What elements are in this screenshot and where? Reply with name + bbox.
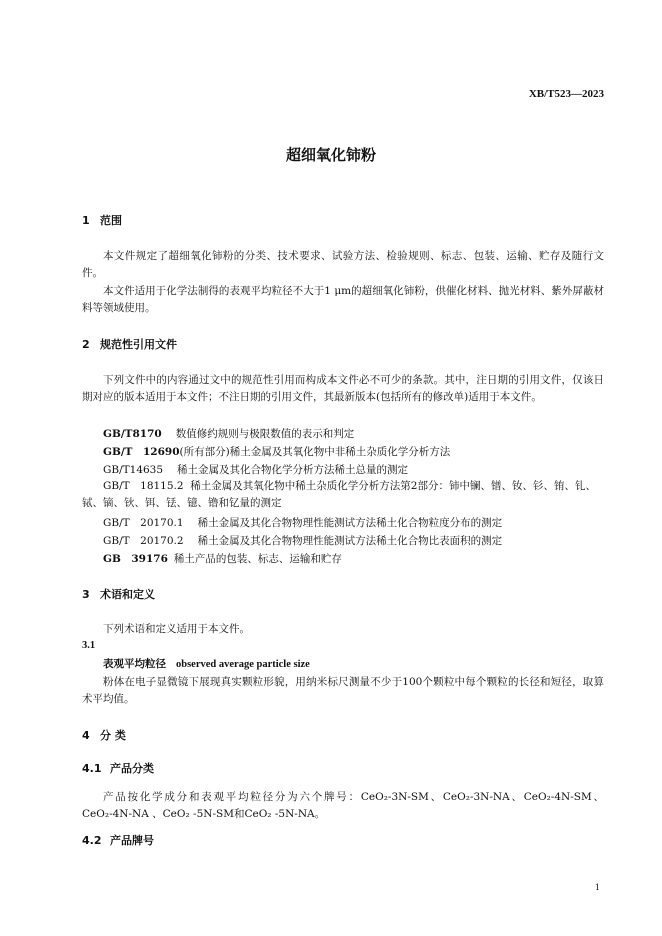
section-4-2-heading	[82, 832, 154, 848]
section-number: 3	[82, 588, 90, 601]
reference-item	[103, 533, 502, 548]
term-entry	[103, 656, 310, 671]
section-number: 4.1	[82, 762, 102, 775]
section-4-heading	[82, 727, 126, 743]
section-title: 规范性引用文件	[100, 338, 177, 351]
scope-paragraph-2: 本文件适用于化学法制得的表观平均粒径不大于1 μm的超细氧化铈粉，供催化材料、抛光材料、紫外屏蔽材料等领域使用。	[82, 285, 604, 314]
section-title: 术语和定义	[100, 588, 155, 601]
reference-item	[103, 426, 354, 441]
reference-title: 稀土金属及其化合物化学分析方法稀土总量的测定	[177, 464, 409, 476]
reference-code: GB/T8170	[103, 428, 162, 440]
section-3-heading	[82, 586, 155, 602]
reference-item	[103, 444, 450, 459]
reference-title: (所有部分)稀土金属及其氧化物中非稀土杂质化学分析方法	[179, 446, 451, 458]
section-title: 分 类	[100, 729, 126, 742]
reference-item	[82, 478, 604, 512]
reference-code: GB/T 20170.1	[103, 517, 184, 529]
standard-number: XB/T523—2023	[528, 88, 604, 100]
section-number: 4.2	[82, 834, 102, 847]
terms-intro: 下列术语和定义适用于本文件。	[103, 623, 250, 635]
reference-title: 数值修约规则与极限数值的表示和判定	[175, 428, 355, 440]
term-definition: 粉体在电子显微镜下展现真实颗粒形貌，用纳米标尺测量不少于100个颗粒中每个颗粒的长径和短径，取算术平均值。	[82, 676, 604, 705]
product-classification-text: 产品按化学成分和表观平均粒径分为六个牌号：CeO₂-3N-SM、CeO₂-3N-NA、CeO₂-4N-SM、CeO₂-4N-NA 、CeO₂ -5N-SM和CeO₂ -5N-NA。	[82, 791, 604, 820]
section-number: 2	[82, 338, 90, 351]
reference-code: GB/T 20170.2	[103, 535, 184, 547]
term-number: 3.1	[82, 640, 96, 651]
page-number: 1	[594, 883, 600, 892]
document-title: 超细氧化铈粉	[285, 146, 376, 164]
section-title: 产品牌号	[110, 834, 154, 847]
section-title: 产品分类	[110, 762, 154, 775]
references-intro: 下列文件中的内容通过文中的规范性引用而构成本文件必不可少的条款。其中，注日期的引用文件，仅该日期对应的版本适用于本文件；不注日期的引用文件，其最新版本(包括所有的修改单)适用于本文件。	[82, 374, 604, 403]
reference-title: 稀土金属及其氧化物中稀土杂质化学分析方法第2部分：铈中镧、镨、钕、钐、铕、钆、铽、镝、钬、铒、铥、镱、镥和钇量的测定	[82, 480, 596, 509]
section-title: 范围	[100, 214, 122, 227]
reference-item	[103, 462, 408, 477]
reference-code: GB 39176	[103, 553, 168, 565]
term-english: observed average particle size	[176, 659, 310, 670]
reference-code: GB/T 18115.2	[103, 480, 184, 492]
section-number: 4	[82, 729, 90, 742]
section-2-heading	[82, 336, 177, 352]
reference-item	[103, 551, 342, 566]
section-4-1-heading	[82, 760, 154, 776]
reference-title: 稀土金属及其化合物物理性能测试方法稀土化合物比表面积的测定	[197, 535, 503, 547]
section-1-heading	[82, 212, 122, 228]
section-number: 1	[82, 214, 90, 227]
term-chinese: 表观平均粒径	[103, 658, 166, 670]
reference-code: GB/T14635	[103, 464, 164, 476]
reference-title: 稀土产品的包装、标志、运输和贮存	[173, 553, 342, 565]
reference-title: 稀土金属及其化合物物理性能测试方法稀土化合物粒度分布的测定	[197, 517, 503, 529]
scope-paragraph-1: 本文件规定了超细氧化铈粉的分类、技术要求、试验方法、检验规则、标志、包装、运输、贮存及随行文件。	[82, 250, 604, 279]
reference-item	[103, 515, 502, 530]
reference-code: GB/T 12690	[103, 446, 180, 458]
